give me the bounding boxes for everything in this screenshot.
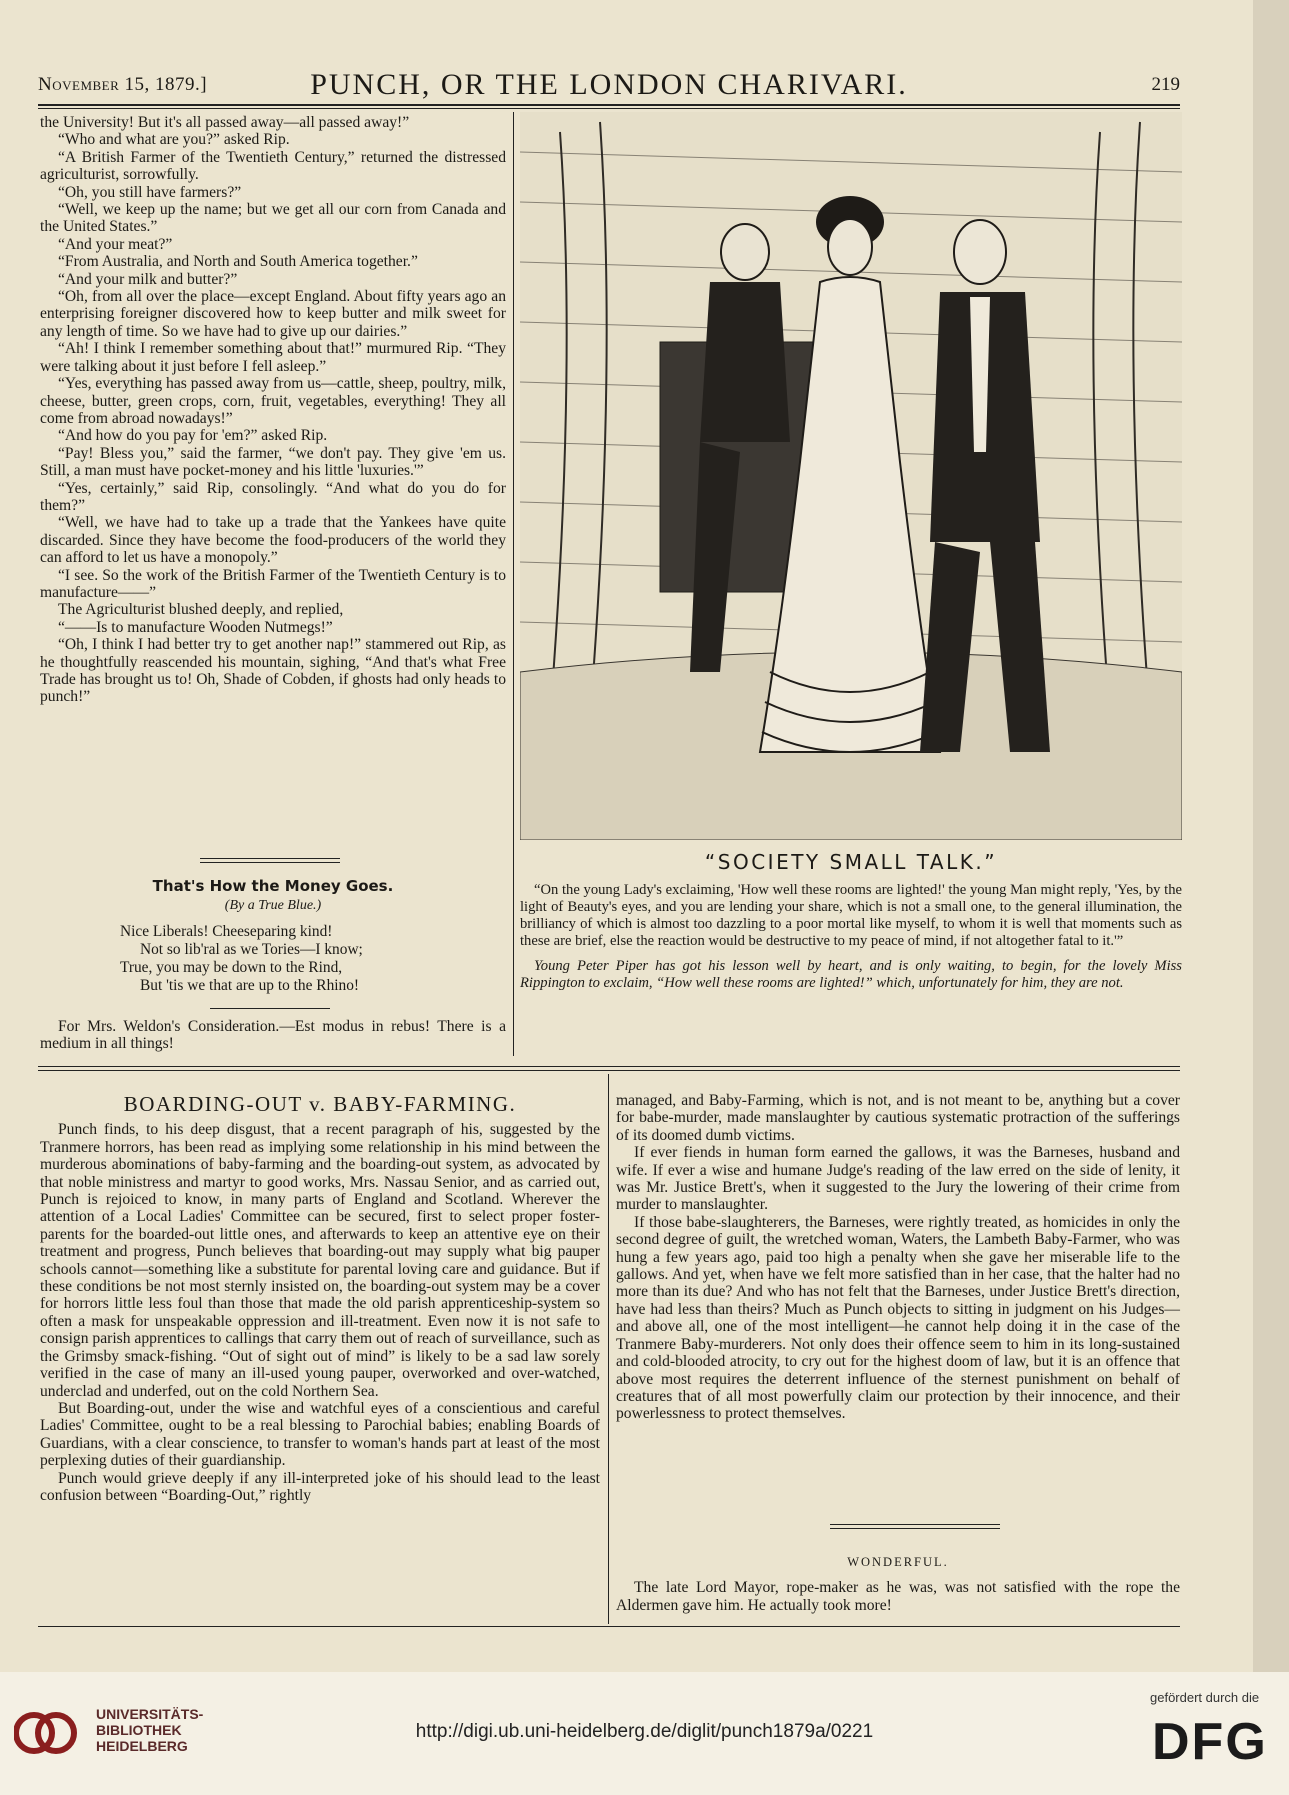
story-paragraph: The Agriculturist blushed deeply, and replied, [58, 601, 344, 619]
poem-line: Not so lib'ral as we Tories—I know; [140, 940, 363, 958]
section-rule [38, 1070, 1180, 1071]
story-paragraph: “And how do you pay for 'em?” asked Rip. [58, 427, 328, 445]
story-paragraph: “From Australia, and North and South America together.” [58, 253, 418, 271]
story-paragraph: “Oh, from all over the place—except England. About fifty years ago an enterprising foreigner discovered how to keep butter and milk sweet for any length of time. So we have had to give up our dairies.” [40, 288, 506, 340]
story-paragraph: “Who and what are you?” asked Rip. [58, 131, 290, 149]
section-rule [38, 1066, 1180, 1067]
boarding-column-right [616, 1092, 1180, 1423]
boarding-paragraph: If those babe-slaughterers, the Barneses, were rightly treated, as homicides in only the second degree of guilt, the wretched woman, Waters, the Lambeth Baby-Farmer, who was hung a few years ago, paid too high a penalty when she gave her miserable life to the gallows. And yet, when have we felt more satisfied than in her case, that the halter had no more than its due? And who has not felt that the Barneses, under Justice Brett's direction, have had less than theirs? Much as Punch objects to sitting in judgment on his Judges—and above all, one of the most intelligent—he cannot help doing it in the case of the Tranmere Baby-murderers. Not only does their offence seem to him in its long-sustained and cold-blooded atrocity, to cry out for the highest doom of law, but it is an offence that above most requires the deterrent influence of the sternest punishment on behalf of creatures that of all most powerfully claim our protection by their innocence, and their powerlessness to protect themselves. [616, 1213, 1180, 1423]
funding-label: gefördert durch die [1150, 1690, 1260, 1705]
story-paragraph: “Well, we have had to take up a trade that the Yankees have quite discarded. Since they have become the food-producers of the world they can afford to let us have a monopoly.” [40, 514, 506, 567]
poem-line: Nice Liberals! Cheeseparing kind! [120, 922, 333, 940]
story-paragraph: “Oh, I think I had better try to get another nap!” stammered out Rip, as he thoughtfully reascended his mountain, sighing, “And that's what Free Trade has brought us to! Oh, Shade of Cobden, if ghosts had only heads to punch!” [40, 636, 506, 706]
poem-title: That's How the Money Goes. [152, 877, 394, 895]
boarding-column-left [40, 1092, 600, 1504]
header-rule-thin [38, 108, 1180, 109]
story-paragraph: “Yes, certainly,” said Rip, consolingly. “And what do you do for them?” [40, 479, 506, 514]
poem-byline: (By a True Blue.) [224, 898, 322, 914]
boarding-paragraph: But Boarding-out, under the wise and watchful eyes of a conscientious and careful Ladies' Committee, ought to be a real blessing to Parochial babies; enabling Boards of Guardians, with a clear conscience, to transfer to woman's hands part at least of the most perplexing duties of their guardianship. [40, 1399, 600, 1470]
cartoon-heading: “SOCIETY SMALL TALK.” [704, 850, 998, 874]
story-paragraph: “Pay! Bless you,” said the farmer, “we don't pay. They give 'em us. Still, a man must have pocket-money and his little 'luxuries.'” [40, 444, 506, 480]
cartoon-caption [520, 882, 1182, 992]
poem-block [40, 878, 506, 995]
dfg-logo: DFG [1152, 1713, 1268, 1771]
story-paragraph: “Well, we keep up the name; but we get all our corn from Canada and the United States.” [40, 201, 506, 236]
story-paragraph: “And your meat?” [58, 235, 173, 253]
boarding-paragraph: Punch finds, to his deep disgust, that a recent paragraph of his, suggested by the Tranmere horrors, has been read as implying some relationship in his mind between the murderous abominations of baby-farming and the boarding-out system, as advocated by that noble ministress and martyr to good works, Mrs. Nassau Senior, and as carried out, Punch is rejoiced to know, in many parts of England and Scotland. Wherever the attention of a Local Ladies' Committee can be secured, first to select proper foster-parents for the boarded-out little ones, and afterwards to keep an attentive eye on their treatment and progress, Punch believes that boarding-out may supply what big pauper schools cannot—something like a substitute for parental loving care and guidance. But if these conditions be not most sternly insisted on, the boarding-out system may be a cover for horrors little less foul than those that made the old parish apprenticeship-system so often a mask for unspeakable oppression and ill-treatment. Even now it is not safe to consign parish apprentices to callings that carry them out of reach of surveillance, such as the Grimsby smack-fishing. “Out of sight out of mind” is likely to be a sad law sorely verified in the case of many an ill-used young pauper, overworked and over-watched, underclad and underfed, out on the cold Northern Sea. [40, 1121, 600, 1400]
story-paragraph: “I see. So the work of the British Farmer of the Twentieth Century is to manufacture——” [40, 566, 506, 601]
header-rule [38, 104, 1180, 106]
section-divider [200, 862, 340, 863]
section-divider [830, 1524, 1000, 1525]
story-paragraph: “Oh, you still have farmers?” [58, 183, 242, 201]
library-name-line: UNIVERSITÄTS- [96, 1706, 204, 1722]
poem-line: But 'tis we that are up to the Rhino! [140, 976, 360, 994]
header-page-number: 219 [1151, 74, 1180, 95]
cartoon-tagline: Young Peter Piper has got his lesson well by heart, and is only waiting, to begin, for the lovely Miss Rippington to exclaim, “How well these rooms are lighted!” which, unfortunately for him, they are not. [520, 958, 1182, 991]
page-header [38, 66, 1180, 102]
library-name-line: BIBLIOTHEK [96, 1722, 182, 1738]
section-divider [210, 1008, 330, 1009]
wonderful-title: WONDERFUL. [847, 1555, 949, 1569]
header-date: November 15, 1879.] [38, 74, 208, 95]
column-divider [513, 112, 514, 1056]
poem-lines [40, 923, 506, 995]
boarding-paragraph: managed, and Baby-Farming, which is not, and is not meant to be, anything but a cover for babe-murder, made manslaughter by cautious systematic protraction of the sufferings of its doomed dumb victims. [616, 1092, 1180, 1144]
story-paragraph: “A British Farmer of the Twentieth Century,” returned the distressed agriculturist, sorrowfully. [40, 148, 506, 184]
boarding-paragraph: Punch would grieve deeply if any ill-interpreted joke of his should lead to the least confusion between “Boarding-Out,” rightly [40, 1469, 600, 1504]
story-column [40, 114, 506, 706]
section-divider [200, 858, 340, 859]
cartoon-caption-text: “On the young Lady's exclaiming, 'How well these rooms are lighted!' the young Man might reply, 'Yes, by the light of Beauty's eyes, and you are lending your share, which is not a small one, to the general illumination, the brilliancy of which is almost too dazzling to a poor mortal like myself, to whom it is well that moments such as these are brief, else the reaction would be destructive to my peace of mind, if not altogether fatal to it.'” [520, 882, 1182, 949]
boarding-title: BOARDING-OUT v. BABY-FARMING. [123, 1092, 517, 1116]
page-bottom-rule [38, 1626, 1180, 1627]
wonderful-text: The late Lord Mayor, rope-maker as he was, was not satisfied with the rope the Aldermen gave him. He actually took more! [616, 1579, 1180, 1614]
weldon-note [40, 1018, 506, 1053]
cartoon-caption-block [520, 850, 1182, 992]
story-paragraph: “And your milk and butter?” [58, 270, 238, 288]
page-edge [1253, 0, 1289, 1672]
wonderful-block [616, 1554, 1180, 1614]
story-paragraph: “Ah! I think I remember something about that!” murmured Rip. “They were talking about it just before I fell asleep.” [40, 340, 506, 375]
weldon-text: For Mrs. Weldon's Consideration.—Est modus in rebus! There is a medium in all things! [40, 1018, 506, 1053]
header-title: PUNCH, OR THE LONDON CHARIVARI. [310, 68, 908, 101]
story-paragraph: the University! But it's all passed away—all passed away!” [40, 114, 410, 131]
boarding-paragraph: If ever fiends in human form earned the gallows, it was the Barneses, husband and wife. If ever a wise and humane Judge's reading of the law erred on the side of lenity, it was Mr. Justice Brett's, when it suggested to the Jury the lowering of their crime from murder to manslaughter. [616, 1144, 1180, 1214]
story-paragraph: “Yes, everything has passed away from us—cattle, sheep, poultry, milk, cheese, butter, green crops, corn, fruit, vegetables, everything! They all come from abroad nowadays!” [40, 375, 506, 427]
cartoon-illustration [520, 112, 1182, 840]
story-paragraph: “——Is to manufacture Wooden Nutmegs!” [58, 618, 333, 636]
section-divider [830, 1528, 1000, 1529]
poem-line: True, you may be down to the Rind, [120, 958, 343, 976]
source-url[interactable]: http://digi.ub.uni-heidelberg.de/diglit/punch1879a/0221 [415, 1721, 874, 1742]
library-name-line: HEIDELBERG [96, 1738, 188, 1754]
column-divider [608, 1074, 609, 1624]
